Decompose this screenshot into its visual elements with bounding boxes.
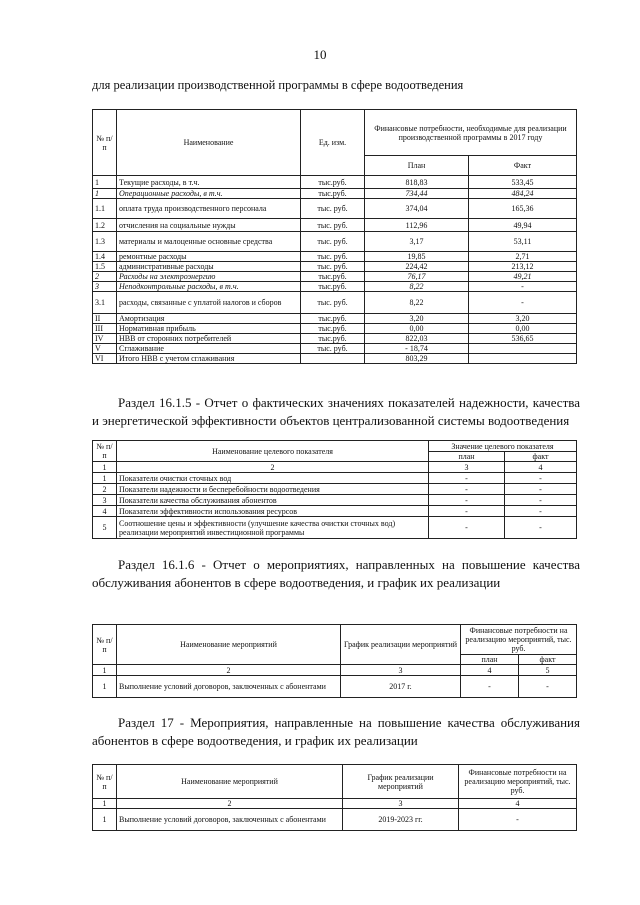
row-fact-value xyxy=(469,344,577,354)
row-fact-value: - xyxy=(469,282,577,292)
table-row xyxy=(93,176,577,189)
row-number: 1.2 xyxy=(93,219,117,232)
row-name: оплата труда производственного персонала xyxy=(117,199,301,219)
page-number: 10 xyxy=(313,47,327,62)
col-fact-header: факт xyxy=(519,655,577,665)
col-num-header: № п/п xyxy=(93,625,117,665)
row-plan-value: 112,96 xyxy=(365,219,469,232)
row-number: VI xyxy=(93,354,117,364)
row-unit xyxy=(301,354,365,364)
row-name: Показатели качества обслуживания абонентов xyxy=(117,495,429,506)
target-indicators-table xyxy=(92,440,577,539)
col-name-header: Наименование мероприятий xyxy=(117,765,343,799)
row-number: 1 xyxy=(93,189,117,199)
row-fact-value: 49,21 xyxy=(469,272,577,282)
col-schedule-header: График реализации мероприятий xyxy=(343,765,459,799)
table-row xyxy=(93,292,577,314)
col-fact-header: Факт xyxy=(469,156,577,176)
row-fact-value: 213,12 xyxy=(469,262,577,272)
row-plan-value: - 18,74 xyxy=(365,344,469,354)
col-index: 2 xyxy=(117,665,341,676)
section-17-title: Раздел 17 - Мероприятия, направленные на повышение качества обслуживания абонентов в сфере водоотведения, и график их реализации xyxy=(92,715,580,748)
table-row xyxy=(93,262,577,272)
row-plan-value: - xyxy=(461,676,519,698)
row-fact-value: - xyxy=(519,676,577,698)
row-fact-value: 484,24 xyxy=(469,189,577,199)
row-number: 2 xyxy=(93,272,117,282)
table-row xyxy=(93,199,577,219)
table-row xyxy=(93,314,577,324)
row-number: 1.1 xyxy=(93,199,117,219)
col-name-header: Наименование xyxy=(117,110,301,176)
col-index: 3 xyxy=(341,665,461,676)
row-plan-value: 3,17 xyxy=(365,232,469,252)
row-unit: тыс. руб. xyxy=(301,252,365,262)
row-name: НВВ от сторонних потребителей xyxy=(117,334,301,344)
row-schedule: 2019-2023 гг. xyxy=(343,809,459,831)
table-row xyxy=(93,219,577,232)
col-index: 1 xyxy=(93,799,117,809)
row-fact-value: - xyxy=(469,292,577,314)
row-name: Выполнение условий договоров, заключенных с абонентами xyxy=(117,676,341,698)
row-number: III xyxy=(93,324,117,334)
row-name: Неподконтрольные расходы, в т.ч. xyxy=(117,282,301,292)
row-plan-value: 803,29 xyxy=(365,354,469,364)
row-plan-value: - xyxy=(429,495,505,506)
table-row xyxy=(93,324,577,334)
row-unit: тыс. руб. xyxy=(301,219,365,232)
row-number: 2 xyxy=(93,484,117,495)
row-fact-value: 165,36 xyxy=(469,199,577,219)
table-row xyxy=(93,252,577,262)
col-index: 1 xyxy=(93,462,117,473)
col-schedule-header: График реализации мероприятий xyxy=(341,625,461,665)
row-fact-value: 536,65 xyxy=(469,334,577,344)
col-fact-header: факт xyxy=(505,452,577,462)
table-row xyxy=(93,272,577,282)
row-number: 1 xyxy=(93,473,117,484)
table-row xyxy=(93,517,577,539)
col-index: 4 xyxy=(505,462,577,473)
row-number: 1 xyxy=(93,809,117,831)
row-schedule: 2017 г. xyxy=(341,676,461,698)
section-16-1-6-title: Раздел 16.1.6 - Отчет о мероприятиях, направленных на повышение качества обслуживания абонентов в сфере водоотведения, и график их реализации xyxy=(92,557,580,590)
col-unit-header: Ед. изм. xyxy=(301,110,365,176)
col-name-header: Наименование целевого показателя xyxy=(117,441,429,462)
intro-heading: для реализации производственной программы в сфере водоотведения xyxy=(92,78,464,92)
row-fact-value: 53,11 xyxy=(469,232,577,252)
row-fact-value: 3,20 xyxy=(469,314,577,324)
measures-plan-table xyxy=(92,764,577,831)
row-name: Показатели очистки сточных вод xyxy=(117,473,429,484)
row-number: V xyxy=(93,344,117,354)
row-name: ремонтные расходы xyxy=(117,252,301,262)
row-number: 3.1 xyxy=(93,292,117,314)
table-row xyxy=(93,232,577,252)
col-index: 2 xyxy=(117,799,343,809)
row-plan-value: - xyxy=(429,473,505,484)
row-number: 1 xyxy=(93,176,117,189)
row-number: 1.3 xyxy=(93,232,117,252)
row-plan-value: 374,04 xyxy=(365,199,469,219)
row-plan-value: - xyxy=(429,517,505,539)
table-row xyxy=(93,484,577,495)
row-plan-value: 818,83 xyxy=(365,176,469,189)
row-fact-value: 533,45 xyxy=(469,176,577,189)
col-num-header: № п/п xyxy=(93,441,117,462)
col-index: 2 xyxy=(117,462,429,473)
table-row xyxy=(93,334,577,344)
row-fact-value: - xyxy=(505,506,577,517)
table-row xyxy=(93,189,577,199)
row-plan-value: 3,20 xyxy=(365,314,469,324)
table-row xyxy=(93,809,577,831)
row-unit: тыс.руб. xyxy=(301,189,365,199)
row-fact-value: 2,71 xyxy=(469,252,577,262)
row-number: 1.5 xyxy=(93,262,117,272)
row-unit: тыс.руб. xyxy=(301,334,365,344)
table-row xyxy=(93,344,577,354)
row-fact-value: - xyxy=(505,484,577,495)
row-plan-value: 734,44 xyxy=(365,189,469,199)
col-index: 4 xyxy=(461,665,519,676)
row-unit: тыс. руб. xyxy=(301,232,365,252)
row-name: Операционные расходы, в т.ч. xyxy=(117,189,301,199)
row-name: Сглаживание xyxy=(117,344,301,354)
row-number: 1.4 xyxy=(93,252,117,262)
row-unit: тыс.руб. xyxy=(301,314,365,324)
row-number: 3 xyxy=(93,282,117,292)
row-number: IV xyxy=(93,334,117,344)
row-plan-value: 224,42 xyxy=(365,262,469,272)
row-unit: тыс.руб. xyxy=(301,324,365,334)
row-name: Показатели надежности и бесперебойности водоотведения xyxy=(117,484,429,495)
row-name: материалы и малоценные основные средства xyxy=(117,232,301,252)
row-name: Расходы на электроэнергию xyxy=(117,272,301,282)
col-index: 3 xyxy=(429,462,505,473)
row-plan-value: 0,00 xyxy=(365,324,469,334)
col-num-header: № п/п xyxy=(93,110,117,176)
table-row xyxy=(93,495,577,506)
row-plan-value: 19,85 xyxy=(365,252,469,262)
row-unit: тыс.руб. xyxy=(301,272,365,282)
col-num-header: № п/п xyxy=(93,765,117,799)
row-name: Нормативная прибыль xyxy=(117,324,301,334)
row-fact-value: - xyxy=(505,495,577,506)
table-row xyxy=(93,506,577,517)
row-number: 1 xyxy=(93,676,117,698)
row-name: Соотношение цены и эффективности (улучшение качества очистки сточных вод) реализации мероприятий инвестиционной программы xyxy=(117,517,429,539)
table-row xyxy=(93,676,577,698)
row-name: Итого НВВ с учетом сглаживания xyxy=(117,354,301,364)
row-name: отчисления на социальные нужды xyxy=(117,219,301,232)
col-index: 1 xyxy=(93,665,117,676)
row-plan-value: 76,17 xyxy=(365,272,469,282)
row-number: 4 xyxy=(93,506,117,517)
col-index: 4 xyxy=(459,799,577,809)
row-unit: тыс.руб. xyxy=(301,176,365,189)
row-plan-value: 822,03 xyxy=(365,334,469,344)
col-name-header: Наименование мероприятий xyxy=(117,625,341,665)
row-fact-value: 49,94 xyxy=(469,219,577,232)
row-fact-value: - xyxy=(505,517,577,539)
col-plan-header: план xyxy=(461,655,519,665)
col-needs-header: Финансовые потребности на реализацию мероприятий, тыс. руб. xyxy=(461,625,577,655)
measures-report-table xyxy=(92,624,577,698)
table-row xyxy=(93,473,577,484)
row-name: Амортизация xyxy=(117,314,301,324)
row-plan-value: 8,22 xyxy=(365,282,469,292)
row-unit: тыс. руб. xyxy=(301,344,365,354)
row-name: административные расходы xyxy=(117,262,301,272)
row-fact-value: - xyxy=(505,473,577,484)
row-plan-value: - xyxy=(429,484,505,495)
row-unit: тыс. руб. xyxy=(301,262,365,272)
row-plan-value: - xyxy=(429,506,505,517)
table-row xyxy=(93,282,577,292)
row-number: II xyxy=(93,314,117,324)
row-unit: тыс. руб. xyxy=(301,199,365,219)
col-needs-header: Финансовые потребности на реализацию мероприятий, тыс. руб. xyxy=(459,765,577,799)
section-16-1-5-title: Раздел 16.1.5 - Отчет о фактических значениях показателей надежности, качества и энергетической эффективности объектов централизованной системы водоотведения xyxy=(92,395,580,428)
row-name: Показатели эффективности использования ресурсов xyxy=(117,506,429,517)
row-number: 3 xyxy=(93,495,117,506)
row-fact-value xyxy=(469,354,577,364)
table-row xyxy=(93,354,577,364)
col-plan-header: План xyxy=(365,156,469,176)
col-index: 5 xyxy=(519,665,577,676)
financial-needs-table xyxy=(92,109,577,364)
col-needs-header: Финансовые потребности, необходимые для реализации производственной программы в 2017 году xyxy=(365,110,577,156)
row-name: Текущие расходы, в т.ч. xyxy=(117,176,301,189)
col-index: 3 xyxy=(343,799,459,809)
col-plan-header: план xyxy=(429,452,505,462)
row-number: 5 xyxy=(93,517,117,539)
row-plan-value: 8,22 xyxy=(365,292,469,314)
row-needs-value: - xyxy=(459,809,577,831)
row-unit: тыс.руб. xyxy=(301,282,365,292)
row-name: Выполнение условий договоров, заключенных с абонентами xyxy=(117,809,343,831)
row-fact-value: 0,00 xyxy=(469,324,577,334)
col-value-header: Значение целевого показателя xyxy=(429,441,577,452)
row-unit: тыс. руб. xyxy=(301,292,365,314)
row-name: расходы, связанные с уплатой налогов и сборов xyxy=(117,292,301,314)
